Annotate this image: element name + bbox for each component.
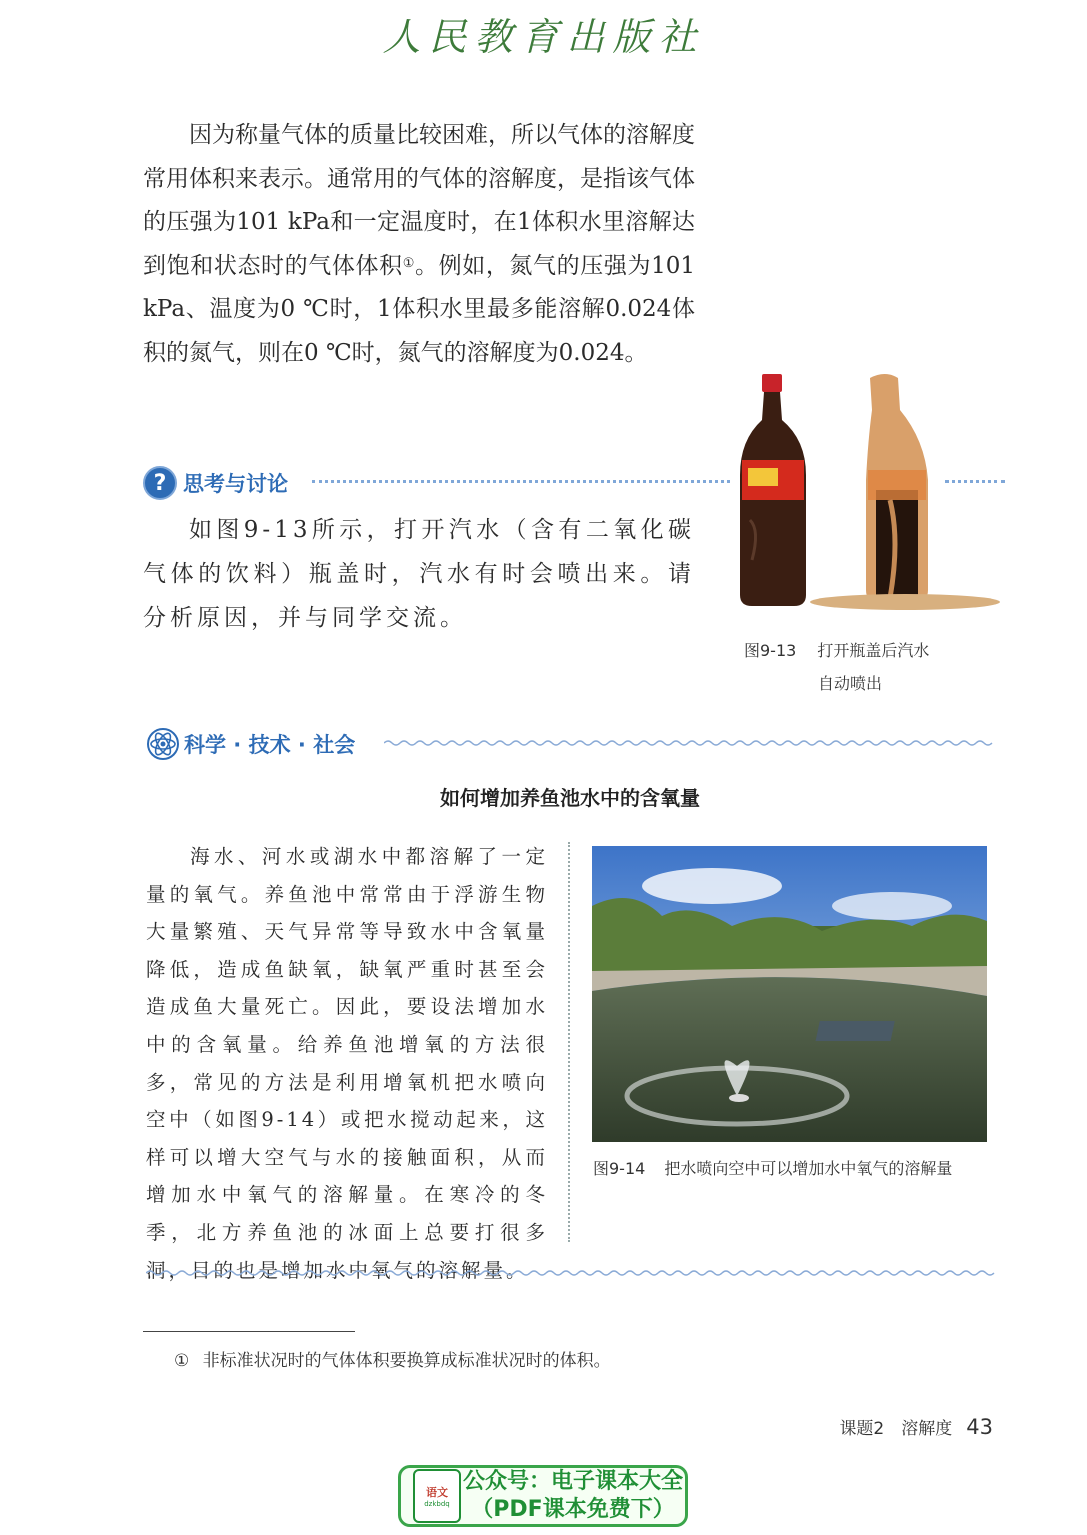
figure-9-13-caption-line1: 打开瓶盖后汽水 [817, 641, 930, 660]
figure-9-13-caption [744, 638, 929, 661]
discussion-paragraph: 如图9-13所示，打开汽水（含有二氧化碳气体的饮料）瓶盖时，汽水有时会喷出来。请分析原因，并与同学交流。 [143, 517, 695, 631]
figure-9-14-caption-text: 把水喷向空中可以增加水中氧气的溶解量 [664, 1159, 953, 1178]
badge-bottom: dzkbdq [424, 1500, 450, 1508]
banner-line1: 公众号：电子课本大全 [462, 1469, 683, 1494]
footnote-rule [143, 1331, 355, 1332]
figure-9-14-caption [593, 1156, 952, 1179]
paragraph-text-2: 。例如，氮气的压强为101 kPa、温度为0 ℃时，1体积水里最多能溶解0.024体积的氮气，则在0 ℃时，氮气的溶解度为0.024。 [143, 252, 695, 366]
discussion-divider [312, 480, 730, 483]
footnote-mark: ① [402, 255, 415, 271]
sts-wavy-divider [384, 738, 996, 748]
footnote-mark-bottom: ① [174, 1351, 190, 1371]
publisher-logo: 人民教育出版社 [382, 15, 705, 59]
section-label: 课题2 溶解度 [839, 1419, 953, 1439]
sts-bottom-wavy-divider [146, 1268, 996, 1278]
paragraph-text-1: 因为称量气体的质量比较困难，所以气体的溶解度常用体积来表示。通常用的气体的溶解度，是指该气体的压强为101 kPa和一定温度时，在1体积水里溶解达到饱和状态时的气体体积 [143, 122, 695, 279]
figure-9-14-label: 图9-14 [593, 1159, 646, 1178]
sts-paragraph: 海水、河水或湖水中都溶解了一定量的氧气。养鱼池中常常由于浮游生物大量繁殖、天气异常等导致水中含氧量降低，造成鱼缺氧，缺氧严重时甚至会造成鱼大量死亡。因此，要设法增加水中的含氧量。给养鱼池增氧的方法很多，常见的方法是利用增氧机把水喷向空中（如图9-14）或把水搅动起来，这样可以增大空气与水的接触面积，从而增加水中氧气的溶解量。在寒冷的冬季，北方养鱼池的冰面上总要打很多洞，目的也是增加水中氧气的溶解量。 [146, 845, 548, 1282]
figure-9-13-caption-line2: 自动喷出 [818, 674, 883, 693]
banner-line2: （PDF课本免费下） [471, 1497, 675, 1522]
question-icon: ? [143, 466, 177, 500]
sts-heading-text: 科学 · 技术 · 社会 [184, 733, 356, 757]
discussion-heading-text: 思考与讨论 [183, 472, 288, 496]
atom-icon [146, 727, 180, 761]
figure-9-13-image [740, 370, 1010, 620]
sts-heading [146, 727, 355, 761]
page-number: 43 [966, 1414, 993, 1439]
figure-9-13-label: 图9-13 [744, 641, 797, 660]
sts-text [146, 838, 548, 1289]
footnote [174, 1346, 611, 1371]
column-divider [568, 842, 570, 1242]
discussion-heading [143, 466, 288, 500]
book-icon [413, 1469, 461, 1523]
banner-text [461, 1468, 685, 1524]
discussion-text [143, 508, 695, 640]
sts-title: 如何增加养鱼池水中的含氧量 [440, 786, 700, 810]
wechat-banner[interactable] [398, 1465, 688, 1527]
footnote-text: 非标准状况时的气体体积要换算成标准状况时的体积。 [202, 1351, 611, 1371]
page-footer [839, 1414, 993, 1439]
body-paragraph [143, 114, 695, 376]
figure-9-14-image [592, 846, 987, 1142]
badge-top: 语文 [426, 1486, 448, 1499]
